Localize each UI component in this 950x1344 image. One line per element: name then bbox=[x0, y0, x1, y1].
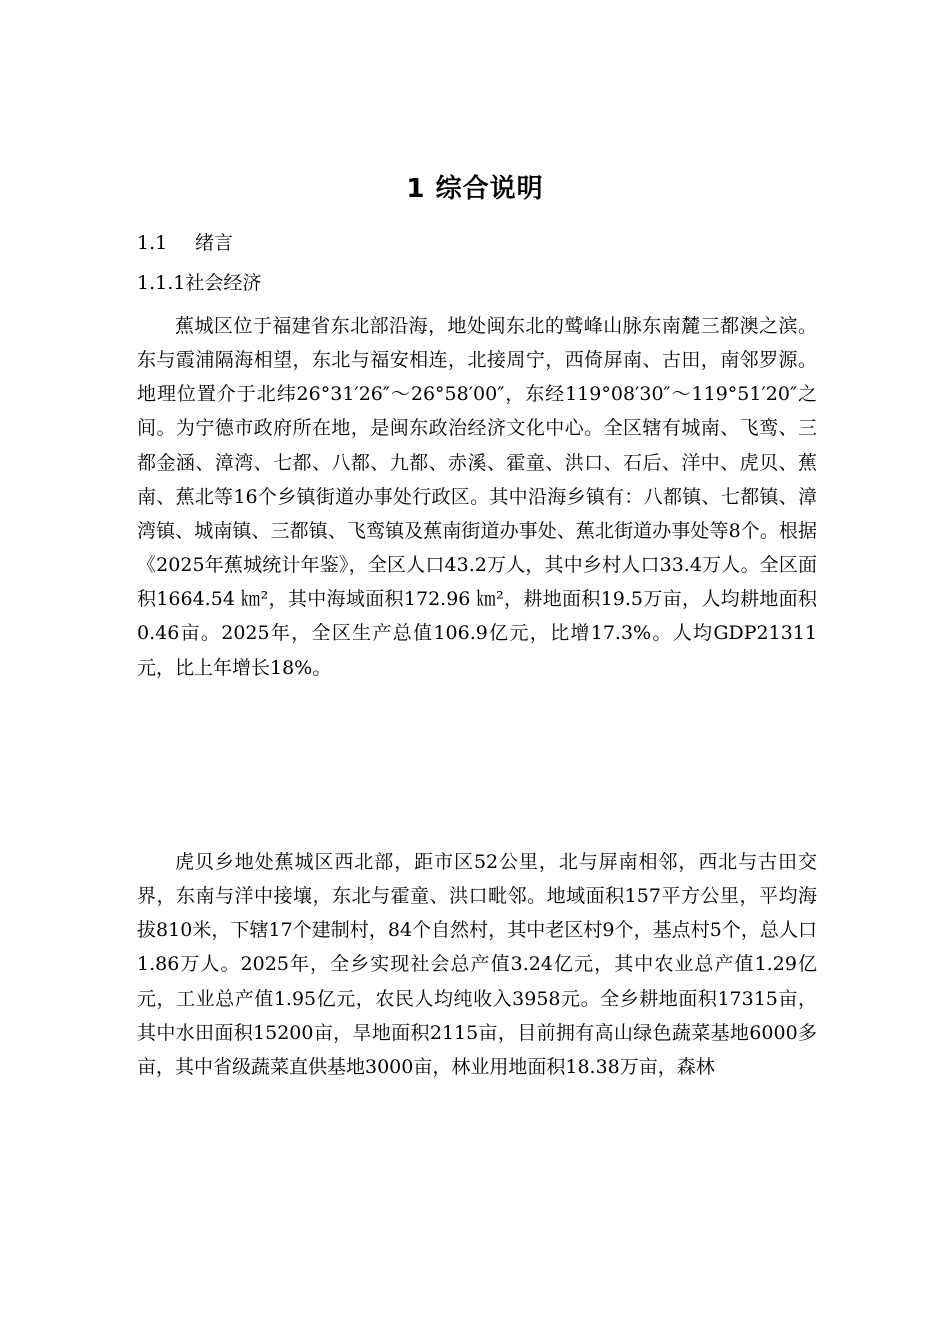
subsection-heading bbox=[137, 270, 261, 296]
subsection-number: 1.1.1 bbox=[137, 272, 186, 294]
chapter-title: 1 综合说明 bbox=[406, 174, 544, 204]
section-heading bbox=[137, 230, 233, 256]
subsection-label: 社会经济 bbox=[185, 272, 262, 294]
section-number: 1.1 bbox=[137, 232, 168, 254]
paragraph-hubei-township: 虎贝乡地处蕉城区西北部，距市区52公里，北与屏南相邻，西北与古田交界，东南与洋中接壤，东北与霍童、洪口毗邻。地域面积157平方公里，平均海拔810米，下辖17个建制村，84个自然村，其中老区村9个，基点村5个，总人口1.86万人。2025年，全乡实现社会总产值3.24亿元，其中农业总产值1.29亿元，工业总产值1.95亿元，农民人均纯收入3958元。全乡耕地面积17315亩，其中水田面积15200亩，旱地面积2115亩，目前拥有高山绿色蔬菜基地6000多亩，其中省级蔬菜直供基地3000亩，林业用地面积18.38万亩，森林 bbox=[137, 851, 817, 1078]
section-label: 绪言 bbox=[195, 232, 234, 254]
paragraph-social-economy: 蕉城区位于福建省东北部沿海，地处闽东北的鹫峰山脉东南麓三都澳之滨。东与霞浦隔海相望，东北与福安相连，北接周宁，西倚屏南、古田，南邻罗源。地理位置介于北纬26°31′26″～26°58′00″，东经119°08′30″～119°51′20″之间。为宁德市政府所在地，是闽东政治经济文化中心。全区辖有城南、飞鸾、三都金涵、漳湾、七都、八都、九都、赤溪、霍童、洪口、石后、洋中、虎贝、蕉南、蕉北等16个乡镇街道办事处行政区。其中沿海乡镇有：八都镇、七都镇、漳湾镇、城南镇、三都镇、飞鸾镇及蕉南街道办事处、蕉北街道办事处等8个。根据《2025年蕉城统计年鉴》，全区人口43.2万人，其中乡村人口33.4万人。全区面积1664.54 ㎞²，其中海域面积172.96 ㎞²，耕地面积19.5万亩，人均耕地面积0.46亩。2025年，全区生产总值106.9亿元，比增17.3%。人均GDP21311元，比上年增长18%。 bbox=[137, 315, 817, 679]
